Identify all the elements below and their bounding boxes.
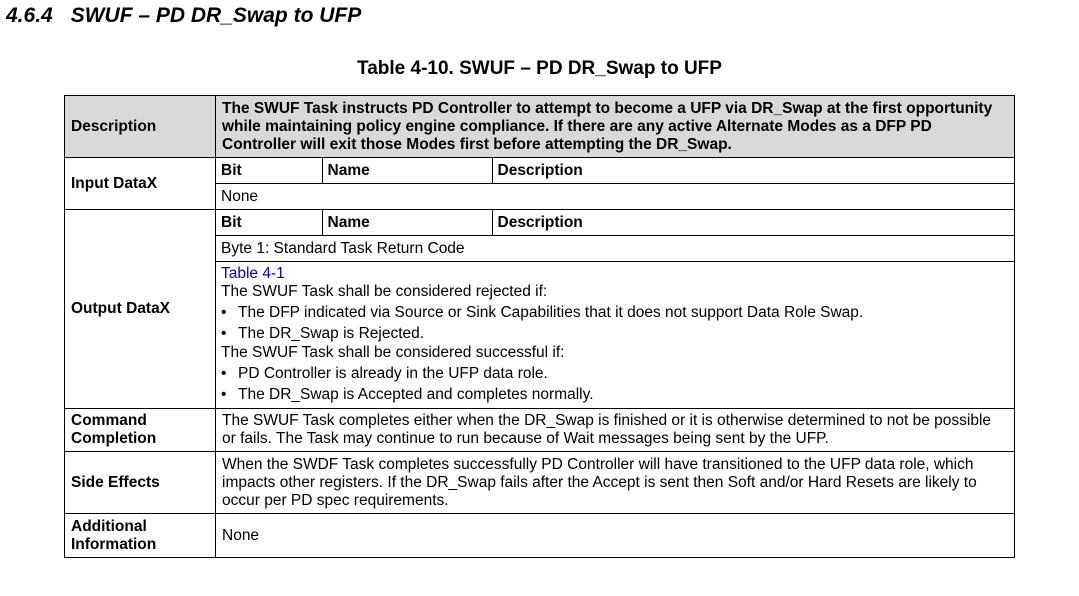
side-effects-text: When the SWDF Task completes successfully PD Controller will have transitioned to the UFP data role, which impacts other registers. If the DR_Swap fails after the Accept is sent then Soft and/or Hard Resets are likely to occur per PD spec requirements. [216,452,1015,514]
output-datax-label: Output DataX [65,210,216,409]
success-intro: The SWUF Task shall be considered successful if: [221,344,565,361]
list-item: • PD Controller is already in the UFP data role. [221,365,1009,383]
input-value-row [216,184,1014,210]
output-datax-cell [216,210,1015,409]
input-datax-cell [216,158,1015,210]
section-heading [6,4,361,28]
section-title: SWUF – PD DR_Swap to UFP [70,4,362,27]
output-col-bit: Bit [216,210,322,236]
output-datax-row [65,210,1015,409]
output-byte1: Byte 1: Standard Task Return Code [216,236,1014,262]
output-col-description: Description [492,210,1014,236]
additional-information-label: Additional Information [65,514,216,558]
command-completion-row [65,409,1015,452]
spec-table [64,95,1015,558]
output-details-row [216,262,1014,409]
output-byte1-row [216,236,1014,262]
description-text: The SWUF Task instructs PD Controller to attempt to become a UFP via DR_Swap at the first opportunity while maintaining policy engine compliance. If there are any active Alternate Modes as a DFP PD Controller will exit those Modes first before attempting the DR_Swap. [216,96,1015,158]
list-item: • The DR_Swap is Accepted and completes normally. [221,386,1009,404]
command-completion-label: Command Completion [65,409,216,452]
input-datax-label: Input DataX [65,158,216,210]
side-effects-row [65,452,1015,514]
side-effects-label: Side Effects [65,452,216,514]
description-row [65,96,1015,158]
input-datax-row [65,158,1015,210]
input-col-description: Description [492,158,1014,184]
success-list [221,365,1009,404]
table-4-1-link[interactable]: Table 4-1 [221,265,285,282]
input-col-name: Name [322,158,492,184]
rejected-intro: The SWUF Task shall be considered rejected if: [221,283,548,300]
description-label: Description [65,96,216,158]
output-details [216,262,1014,409]
input-col-bit: Bit [216,158,322,184]
command-completion-text: The SWUF Task completes either when the DR_Swap is finished or it is otherwise determined to not be possible or fails. The Task may continue to run because of Wait messages being sent by the UFP. [216,409,1015,452]
table-caption: Table 4-10. SWUF – PD DR_Swap to UFP [357,58,722,79]
input-header-row [216,158,1014,184]
input-datax-table [216,158,1014,209]
section-number: 4.6.4 [6,4,53,27]
additional-information-row [65,514,1015,558]
input-value: None [221,187,259,205]
output-col-name: Name [322,210,492,236]
list-item: • The DR_Swap is Rejected. [221,325,1009,343]
list-item: • The DFP indicated via Source or Sink Capabilities that it does not support Data Role Swap. [221,304,1009,322]
output-datax-table [216,210,1014,408]
rejected-list [221,304,1009,343]
additional-information-text: None [216,514,1015,558]
output-header-row [216,210,1014,236]
